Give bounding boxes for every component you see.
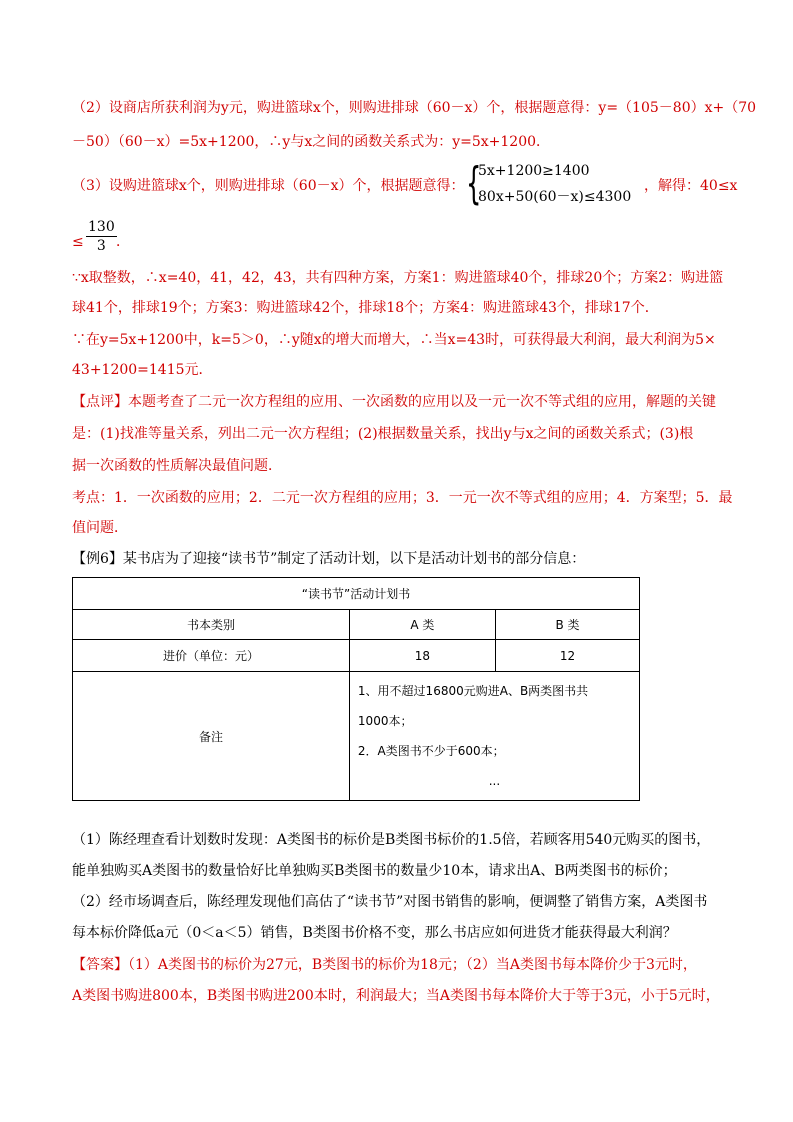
comment-line2: 是：(1)找准等量关系，列出二元一次方程组；(2)根据数量关系，找出y与x之间的函数关系式；(3)根 — [72, 426, 694, 442]
knowledge-points-line2: 值问题． — [72, 520, 128, 536]
price-category-a: 18 — [349, 640, 495, 672]
solution-max-line1: ∵在y=5x+1200中，k=5＞0，∴y随x的增大而增大，∴当x=43时，可获得最大利润，最大利润为5× — [72, 332, 716, 348]
comment-line3: 据一次函数的性质解决最值问题． — [72, 458, 282, 474]
header-book-category: 书本类别 — [73, 610, 350, 640]
answer-line2: A类图书购进800本，B类图书购进200本时，利润最大；当A类图书每本降价大于等于3元，小于5元时， — [72, 988, 720, 1004]
fraction-denominator: 3 — [96, 238, 106, 254]
fraction-numerator: 130 — [88, 219, 115, 235]
notes-cell — [349, 672, 639, 801]
inequality-2: 80x+50(60－x)≤4300 — [478, 189, 632, 205]
table-title: “读书节”活动计划书 — [73, 578, 640, 610]
comment-line1: 【点评】本题考查了二元一次方程组的应用、一次函数的应用以及一元一次不等式组的应用，解题的关键 — [72, 394, 716, 410]
answer-line1: 【答案】（1）A类图书的标价为27元，B类图书的标价为18元；（2）当A类图书每本降价少于3元时， — [72, 957, 697, 973]
header-category-a: A 类 — [349, 610, 495, 640]
activity-plan-table — [72, 577, 640, 801]
header-category-b: B 类 — [495, 610, 639, 640]
row-purchase-price-label: 进价（单位：元） — [73, 640, 350, 672]
question-1-line2: 能单独购买A类图书的数量恰好比单独购买B类图书的数量少10本，请求出A、B两类图书的标价； — [72, 863, 677, 879]
note-ellipsis: ... — [488, 774, 501, 788]
fraction-130-3 — [86, 218, 117, 255]
solution-part3-tail: ，解得：40≤x — [644, 178, 738, 194]
inequality-1: 5x+1200≥1400 — [478, 163, 590, 179]
note-line-1: 1、用不超过16800元购进A、B两类图书共 — [357, 684, 589, 698]
note-line-2: 1000本； — [357, 714, 413, 728]
solution-max-line2: 43+1200=1415元． — [72, 362, 213, 378]
row-notes-label: 备注 — [73, 672, 350, 801]
solution-part2-line2: －50）（60－x）=5x+1200，∴y与x之间的函数关系式为：y=5x+1200． — [72, 134, 551, 150]
question-2-line2: 每本标价降低a元（0＜a＜5）销售，B类图书价格不变，那么书店应如何进货才能获得最大利润？ — [72, 925, 677, 941]
knowledge-points-line1: 考点：1．一次函数的应用；2．二元一次方程组的应用；3．一元一次不等式组的应用；4．方案型；5．最 — [72, 490, 733, 506]
solution-le-prefix: ≤ — [72, 234, 84, 250]
question-1-line1: （1）陈经理查看计划数时发现：A类图书的标价是B类图书标价的1.5倍，若顾客用540元购买的图书， — [72, 832, 711, 848]
solution-integer-line1: ∵x取整数，∴x=40，41，42，43，共有四种方案，方案1：购进篮球40个，排球20个；方案2：购进篮 — [72, 270, 724, 286]
solution-part2-line1: （2）设商店所获利润为y元，购进篮球x个，则购进排球（60－x）个，根据题意得：y=（105－80）x+（70 — [72, 100, 757, 116]
solution-le-suffix: ． — [116, 234, 130, 250]
brace-symbol: { — [466, 158, 482, 209]
example-6-intro: 【例6】某书店为了迎接“读书节”制定了活动计划，以下是活动计划书的部分信息： — [72, 551, 586, 567]
solution-part3-lead: （3）设购进篮球x个，则购进排球（60－x）个，根据题意得： — [72, 178, 465, 194]
question-2-line1: （2）经市场调查后，陈经理发现他们高估了“读书节”对图书销售的影响，便调整了销售方案，A类图书 — [72, 894, 708, 910]
solution-integer-line2: 球41个，排球19个；方案3：购进篮球42个，排球18个；方案4：购进篮球43个，排球17个． — [72, 300, 659, 316]
note-line-3: 2．A类图书不少于600本； — [357, 744, 505, 758]
price-category-b: 12 — [495, 640, 639, 672]
